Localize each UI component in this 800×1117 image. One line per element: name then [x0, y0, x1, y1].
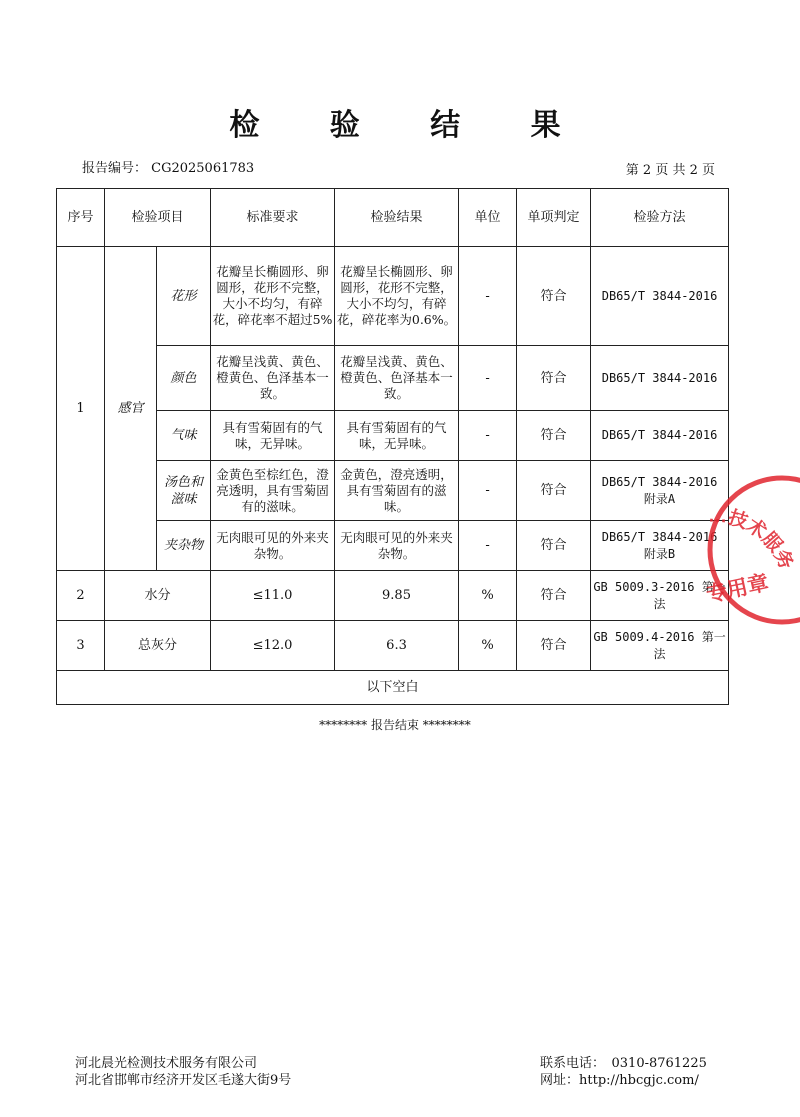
header-cell: 序号	[57, 189, 105, 247]
result-cell: 具有雪菊固有的气味，无异味。	[335, 411, 459, 461]
result-cell: 金黄色，澄亮透明，具有雪菊固有的滋味。	[335, 461, 459, 521]
row-number: 1	[57, 247, 105, 571]
method-cell: GB 5009.3-2016 第一法	[591, 571, 729, 621]
sub-item: 夹杂物	[157, 521, 211, 571]
group-name: 感官	[105, 247, 157, 571]
page-title: 检 验 结 果	[229, 108, 591, 143]
verdict-cell: 符合	[517, 521, 591, 571]
seal-arc-text: …技术服务有限公司	[680, 454, 797, 573]
verdict-cell: 符合	[517, 247, 591, 346]
method-cell: GB 5009.4-2016 第一法	[591, 621, 729, 671]
table-row	[57, 571, 729, 621]
unit-cell: -	[459, 461, 517, 521]
sub-item: 汤色和滋味	[157, 461, 211, 521]
requirement-cell: 无肉眼可见的外来夹杂物。	[211, 521, 335, 571]
result-cell: 6.3	[335, 621, 459, 671]
requirement-cell: 金黄色至棕红色，澄亮透明，具有雪菊固有的滋味。	[211, 461, 335, 521]
header-cell: 标准要求	[211, 189, 335, 247]
contact-website: 网址：http://hbcgjc.com/	[540, 1073, 699, 1088]
company-seal-icon	[680, 454, 800, 630]
verdict-cell: 符合	[517, 346, 591, 411]
contact-block	[540, 1055, 707, 1089]
row-number: 3	[57, 621, 105, 671]
verdict-cell: 符合	[517, 461, 591, 521]
sub-item: 花形	[157, 247, 211, 346]
header-cell: 检验结果	[335, 189, 459, 247]
row-number: 2	[57, 571, 105, 621]
verdict-cell: 符合	[517, 621, 591, 671]
method-cell: DB65/T 3844-2016	[591, 411, 729, 461]
verdict-cell: 符合	[517, 571, 591, 621]
requirement-cell: 花瓣呈长椭圆形、卵圆形，花形不完整，大小不均匀，有碎花，碎花率不超过5%	[211, 247, 335, 346]
sub-item: 颜色	[157, 346, 211, 411]
company-address: 河北省邯郸市经济开发区毛遂大街9号	[75, 1073, 292, 1088]
results-table	[56, 188, 729, 705]
header-cell: 单项判定	[517, 189, 591, 247]
table-row	[57, 671, 729, 705]
unit-cell: -	[459, 521, 517, 571]
company-name: 河北晨光检测技术服务有限公司	[75, 1056, 258, 1071]
method-cell: DB65/T 3844-2016 附录B	[591, 521, 729, 571]
unit-cell: %	[459, 621, 517, 671]
verdict-cell: 符合	[517, 411, 591, 461]
table-row	[57, 346, 729, 411]
page-indicator: 第 2 页 共 2 页	[625, 163, 715, 178]
table-row	[57, 247, 729, 346]
unit-cell: -	[459, 411, 517, 461]
result-cell: 花瓣呈长椭圆形、卵圆形，花形不完整，大小不均匀，有碎花，碎花率为0.6%。	[335, 247, 459, 346]
sub-item: 气味	[157, 411, 211, 461]
table-row	[57, 411, 729, 461]
table-row	[57, 521, 729, 571]
result-cell: 9.85	[335, 571, 459, 621]
svg-text:…技术服务有限公司	[680, 452, 798, 573]
report-end-line: ******** 报告结束 ********	[319, 718, 471, 732]
item-cell: 总灰分	[105, 621, 211, 671]
unit-cell: -	[459, 346, 517, 411]
blank-note: 以下空白	[57, 671, 729, 705]
requirement-cell: ≤11.0	[211, 571, 335, 621]
requirement-cell: ≤12.0	[211, 621, 335, 671]
requirement-cell: 花瓣呈浅黄、黄色、橙黄色、色泽基本一致。	[211, 346, 335, 411]
header-cell: 检验项目	[105, 189, 211, 247]
table-row	[57, 621, 729, 671]
result-cell: 无肉眼可见的外来夹杂物。	[335, 521, 459, 571]
table-row	[57, 461, 729, 521]
method-cell: DB65/T 3844-2016	[591, 346, 729, 411]
header-cell: 单位	[459, 189, 517, 247]
footer	[75, 1055, 715, 1089]
seal-text: 专用章	[704, 571, 771, 607]
header-cell: 检验方法	[591, 189, 729, 247]
result-cell: 花瓣呈浅黄、黄色、橙黄色、色泽基本一致。	[335, 346, 459, 411]
unit-cell: %	[459, 571, 517, 621]
table-header-row	[57, 189, 729, 247]
item-cell: 水分	[105, 571, 211, 621]
method-cell: DB65/T 3844-2016	[591, 247, 729, 346]
contact-phone: 联系电话： 0310-8761225	[540, 1056, 707, 1071]
report-number: 报告编号： CG2025061783	[82, 161, 255, 176]
method-cell: DB65/T 3844-2016 附录A	[591, 461, 729, 521]
unit-cell: -	[459, 247, 517, 346]
requirement-cell: 具有雪菊固有的气味，无异味。	[211, 411, 335, 461]
